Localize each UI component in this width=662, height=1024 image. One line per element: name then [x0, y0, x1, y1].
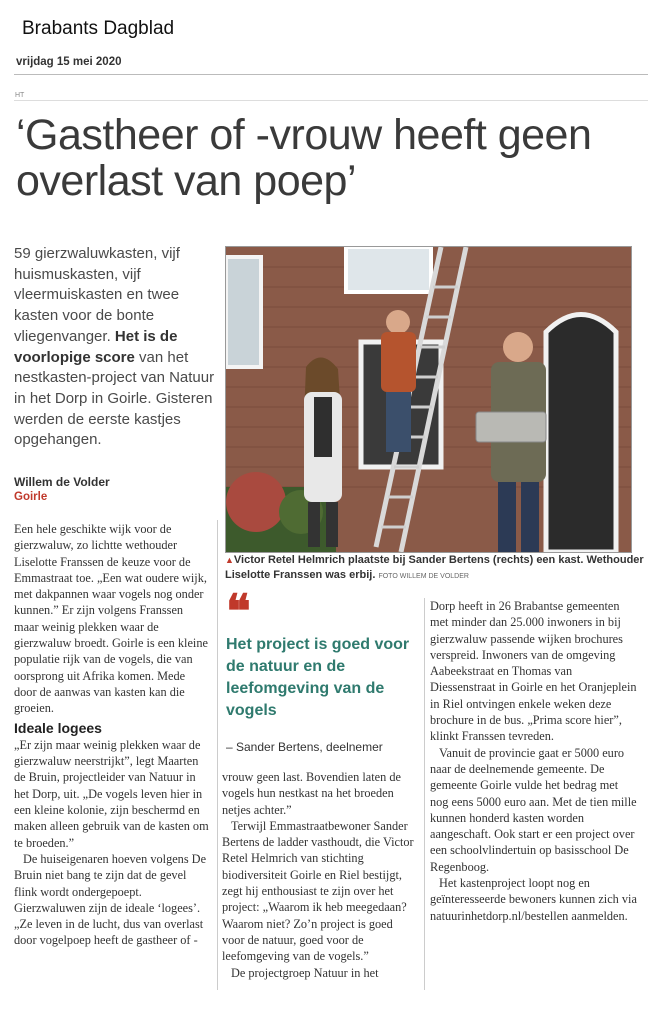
article-photo: [225, 246, 632, 553]
divider: [14, 74, 648, 75]
headline: ‘Gastheer of -vrouw heeft geen overlast van poep’: [16, 111, 592, 205]
newspaper-name: Brabants Dagblad: [22, 18, 175, 39]
photo-illustration: [226, 247, 631, 552]
body-paragraph: vrouw geen last. Bovendien laten de vogels hun nestkast na het broeden netjes achter.”: [222, 770, 401, 817]
body-paragraph: Het kastenproject loopt nog en geïnteresseerde bewoners kunnen zich via natuurinhetdorp.nl/bestellen aanmelden.: [430, 876, 637, 923]
publication-date: vrijdag 15 mei 2020: [16, 56, 122, 68]
pull-quote-attribution: – Sander Bertens, deelnemer: [226, 740, 383, 754]
lead-paragraph: [14, 244, 220, 451]
column-divider: [424, 598, 425, 990]
body-paragraph: Een hele geschikte wijk voor de gierzwaluw, zo lichtte wethouder Liselotte Franssen de keuze voor de Emmastraat toe. „Een wat oudere wijk, met dakpannen waar vogels nog onder kunnen.” Er zijn volgens Franssen maar weinig plekken waar de gierzwaluw broedt. Goirle is een kleine populatie rijk van de vogels, die van oorsprong uit Afrika komen. Mede door de aanwas van kasten kan die groeien.: [14, 522, 208, 716]
body-paragraph: Dorp heeft in 26 Brabantse gemeenten met minder dan 25.000 inwoners in bij gierzwaluw passende wijken brochures verspreid. Inwoners van de omgeving Aabeekstraat en Thomas van Diessenstraat in Goirle en het Oranjeplein in Riel ontvingen enkele weken deze brochure in de bus. „Prima score hier”, klinkt Franssen tevreden.: [430, 599, 637, 744]
quote-mark-icon: ❝: [226, 586, 251, 637]
body-paragraph: „Er zijn maar weinig plekken waar de gierzwaluw neerstrijkt”, legt Maarten de Bruin, projectleider van Natuur in het Dorp, uit. „De vogels leven hier in een kleine kolonie, zijn beschermd en maken alleen gebruik van de kasten om te broeden.”: [14, 737, 209, 850]
article-column-3: [430, 598, 638, 924]
lead-text-2: van het nestkasten-project van Natuur in het Dorp in Goirle. Gisteren werden de eerste kastjes opgehangen.: [14, 348, 215, 449]
section-label: HT: [15, 92, 25, 99]
divider: [14, 100, 648, 101]
photo-caption: [225, 553, 645, 584]
article-column-2: [222, 769, 418, 981]
dateline-location: Goirle: [14, 491, 48, 503]
column-divider: [217, 520, 218, 990]
caption-marker-icon: ▲: [225, 555, 234, 565]
subheading: Ideale logees: [14, 719, 102, 736]
lead-text: 59 gierzwaluwkasten, vijf huismuskasten, vijf vleermuiskasten en twee kasten voor de bonte vliegenvanger.: [14, 245, 180, 345]
body-paragraph: Terwijl Emmastraatbewoner Sander Bertens de ladder vasthoudt, die Victor Retel Helmrich van stichting biodiversiteit Goirle en Riel bestijgt, zegt hij enthousiast te zijn over het project: „Waarom ik heb meegedaan? Waarom niet? Zo’n project is goed voor de natuur, goed voor de leefomgeving van de vogels.”: [222, 818, 414, 964]
body-paragraph: Vanuit de provincie gaat er 5000 euro naar de deelnemende gemeente. De gemeente Goirle vulde het bedrag met nog eens 5000 euro aan. Met de tien mille kunnen honderd kasten worden aangeschaft. Ook start er een project over een schoolvlindertuin op basisschool De Regenboog.: [430, 745, 637, 874]
caption-text: Victor Retel Helmrich plaatste bij Sander Bertens (rechts) een kast. Wethouder Liselotte Franssen was erbij.: [225, 554, 644, 581]
body-paragraph: De projectgroep Natuur in het: [231, 965, 379, 980]
pull-quote: Het project is goed voor de natuur en de leefomgeving van de vogels: [226, 636, 410, 719]
lead-bold: Het is de voorlopige score: [14, 327, 178, 366]
body-paragraph: De huiseigenaren hoeven volgens De Bruin niet bang te zijn dat de gevel flink wordt ondergepoept. Gierzwaluwen zijn de ideale ‘logees’. „Ze leven in de lucht, dus van overlast door vogelpoep heeft de gastheer of -: [14, 851, 207, 948]
photo-credit: FOTO WILLEM DE VOLDER: [378, 573, 469, 580]
byline: Willem de Volder: [14, 475, 110, 489]
article-column-1: [14, 521, 210, 949]
